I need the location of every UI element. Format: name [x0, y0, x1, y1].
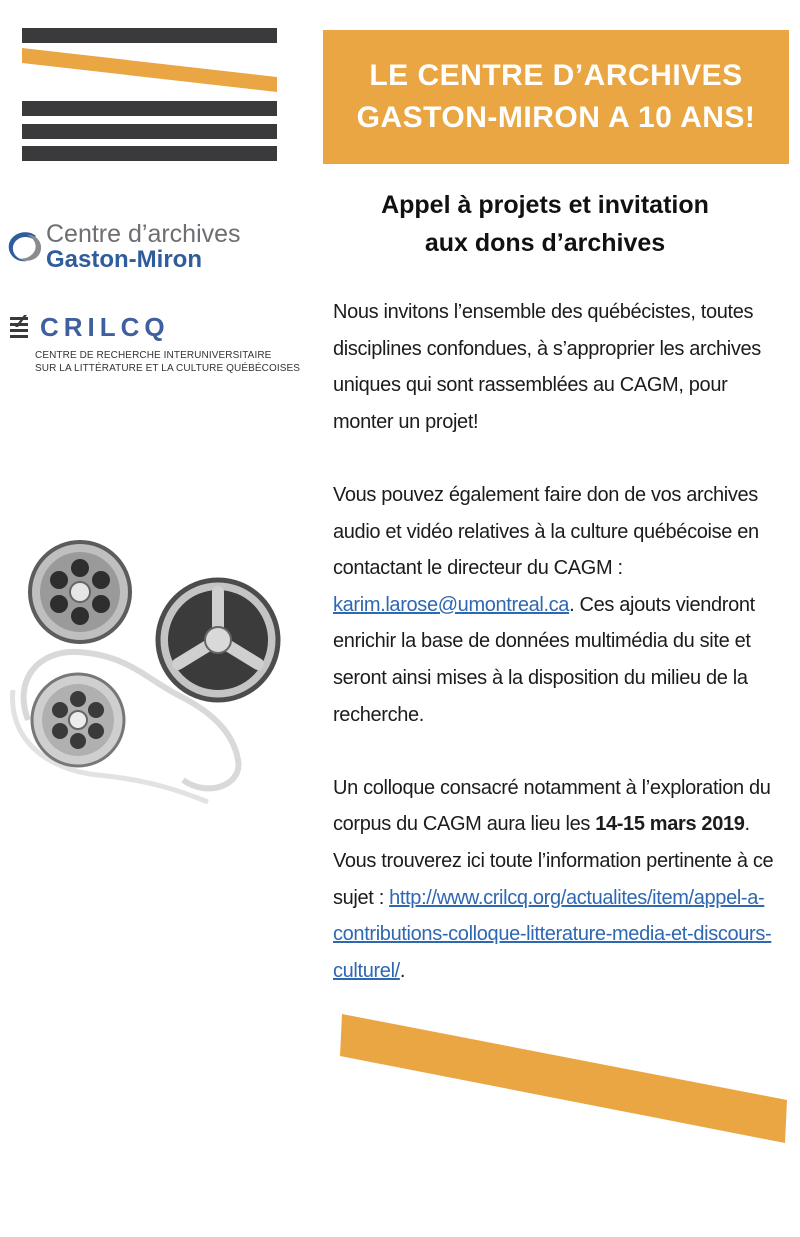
colloquium-date: 14-15 mars 2019 — [595, 813, 745, 836]
bottom-orange-slash — [340, 1014, 787, 1143]
banner-title-line1: LE CENTRE D’ARCHIVES — [369, 59, 743, 92]
paragraph-colloquium-end: . — [399, 959, 406, 982]
title-banner — [323, 30, 789, 164]
top-stripe-1 — [22, 28, 277, 43]
banner-title-line2: GASTON-MIRON A 10 ANS! — [356, 101, 756, 134]
top-stripe-3 — [22, 124, 277, 139]
crilcq-logo-subtitle-2: SUR LA LITTÉRATURE ET LA CULTURE QUÉBÉCOISES — [35, 363, 301, 374]
page-title-line1: Appel à projets et invitation — [381, 191, 709, 219]
paragraph-donations-text-1: Vous pouvez également faire don de vos archives audio et vidéo relatives à la culture québécoise en contactant le directeur du CAGM : — [333, 483, 759, 580]
body-text — [333, 294, 788, 1026]
cagm-logo — [6, 222, 296, 274]
top-orange-slash — [22, 48, 277, 92]
paragraph-colloquium — [333, 770, 788, 990]
crilcq-bars-icon — [10, 315, 36, 339]
paragraph-colloquium-text-2: . Vous trouverez ici toute l’information pertinente à ce sujet : — [333, 813, 774, 909]
crilcq-logo-name: CRILCQ — [40, 312, 170, 342]
director-email-link[interactable]: karim.larose@umontreal.ca — [333, 593, 570, 616]
paragraph-donations — [333, 477, 788, 733]
crilcq-logo-subtitle-1: CENTRE DE RECHERCHE INTERUNIVERSITAIRE — [35, 350, 272, 361]
cagm-logo-line1: Centre d’archives — [46, 220, 241, 248]
page-title-line2: aux dons d’archives — [424, 229, 666, 257]
cagm-logo-line2: Gaston-Miron — [46, 246, 202, 273]
film-reels-icon — [8, 530, 290, 810]
paragraph-colloquium-text-1: Un colloque consacré notamment à l’exploration du corpus du CAGM aura lieu les — [333, 776, 771, 836]
page-title — [330, 186, 760, 262]
paragraph-donations-text-2: . Ces ajouts viendront enrichir la base de données multimédia du site et seront ainsi mises à la disposition du milieu de la recherche. — [333, 593, 755, 726]
top-stripe-4 — [22, 146, 277, 161]
cagm-swirl-icon — [6, 230, 44, 264]
top-stripe-2 — [22, 101, 277, 116]
crilcq-logo — [10, 312, 300, 382]
paragraph-call-for-projects: Nous invitons l’ensemble des québécistes, toutes disciplines confondues, à s’approprier les archives uniques qui sont rassemblées au CAGM, pour monter un projet! — [333, 301, 761, 433]
colloquium-info-link[interactable]: http://www.crilcq.org/actualites/item/appel-a-contributions-colloque-litterature-media-et-discours-culturel/ — [333, 886, 772, 982]
